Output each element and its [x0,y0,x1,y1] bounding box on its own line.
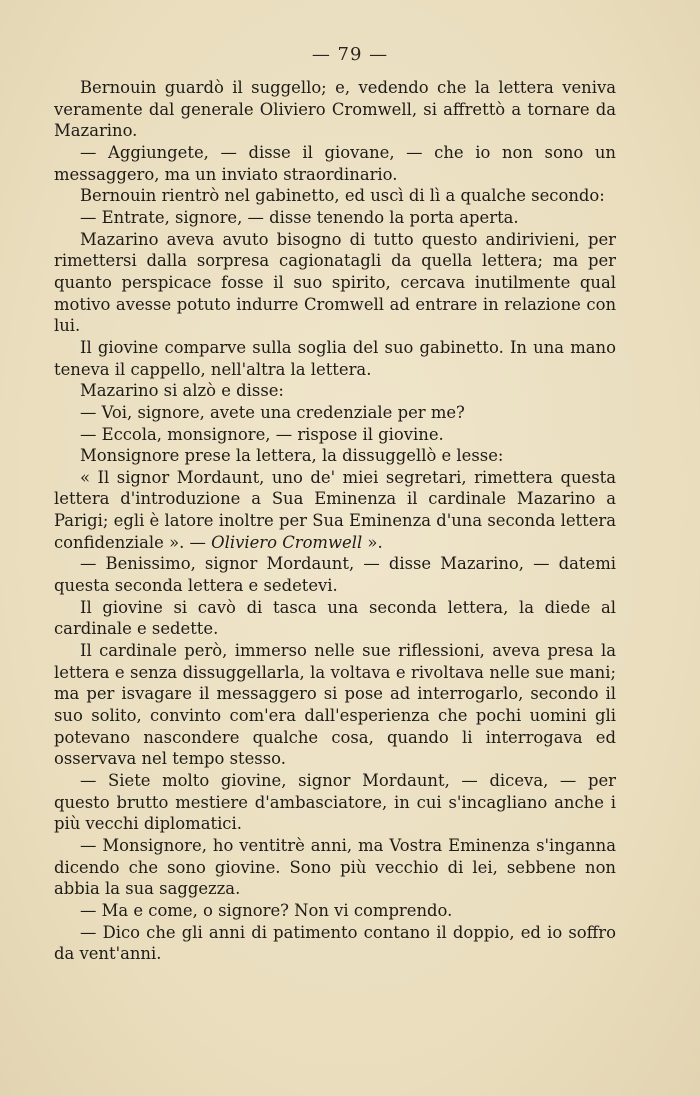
paragraph: — Siete molto giovine, signor Mordaunt, — diceva, — per questo brutto mestiere d'ambasciatore, in cui s'incagliano anche i più vecchi diplomatici. [54,771,616,834]
paragraph: Il giovine comparve sulla soglia del suo gabinetto. In una mano teneva il cappello, nell'altra la lettera. [54,337,616,379]
letter-closing: ». [367,532,383,552]
paragraph: — Voi, signore, avete una credenziale per me? [80,402,465,422]
page-body [54,77,616,965]
paragraph: Mazarino si alzò e disse: [80,381,284,401]
paragraph: — Dico che gli anni di patimento contano il doppio, ed io soffro da vent'anni. [54,922,616,964]
paragraph: — Ma e come, o signore? Non vi comprendo. [80,900,453,920]
letter-quote [54,467,616,554]
paragraph: Bernouin guardò il suggello; e, vedendo che la lettera veniva veramente dal generale Oliviero Cromwell, si affrettò a tornare da Mazarino. [54,78,616,141]
page-number: — 79 — [311,44,389,65]
paragraph: Il giovine si cavò di tasca una seconda lettera, la diede al cardinale e sedette. [54,597,616,639]
letter-signature: Oliviero Cromwell [211,532,363,552]
paragraph: — Aggiungete, — disse il giovane, — che io non sono un messaggero, ma un inviato straordinario. [54,142,616,184]
paragraph: Bernouin rientrò nel gabinetto, ed uscì di lì a qualche secondo: [80,186,605,206]
paragraph: — Eccola, monsignore, — rispose il giovine. [80,424,444,444]
paragraph: Monsignore prese la lettera, la dissuggellò e lesse: [80,446,504,466]
paragraph: Il cardinale però, immerso nelle sue riflessioni, aveva presa la lettera e senza dissuggellarla, la voltava e rivoltava nelle sue mani; ma per isvagare il messaggero si pose ad interrogarlo, secondo il suo solito, convinto com'era dall'esperienza che pochi uomini gli potevano nascondere qualche cosa, quando li interrogava ed osservava nel tempo stesso. [54,641,616,769]
letter-text: « Il signor Mordaunt, uno de' miei segretari, rimettera questa lettera d'introduzione a Sua Eminenza il cardinale Mazarino a Parigi; egli è latore inoltre per Sua Eminenza d'una seconda lettera confidenziale ». — [54,467,616,552]
paragraph: — Monsignore, ho ventitrè anni, ma Vostra Eminenza s'inganna dicendo che sono giovine. Sono più vecchio di lei, sebbene non abbia la sua saggezza. [54,835,616,899]
paragraph: — Benissimo, signor Mordaunt, — disse Mazarino, — datemi questa seconda lettera e sedetevi. [54,554,616,596]
paragraph: — Entrate, signore, — disse tenendo la porta aperta. [80,207,519,227]
paragraph: Mazarino aveva avuto bisogno di tutto questo andirivieni, per rimettersi dalla sorpresa cagionatagli da quella lettera; ma per quanto perspicace fosse il suo spirito, cercava inutilmente qual motivo avesse potuto indurre Cromwell ad entrare in relazione con lui. [54,229,616,336]
